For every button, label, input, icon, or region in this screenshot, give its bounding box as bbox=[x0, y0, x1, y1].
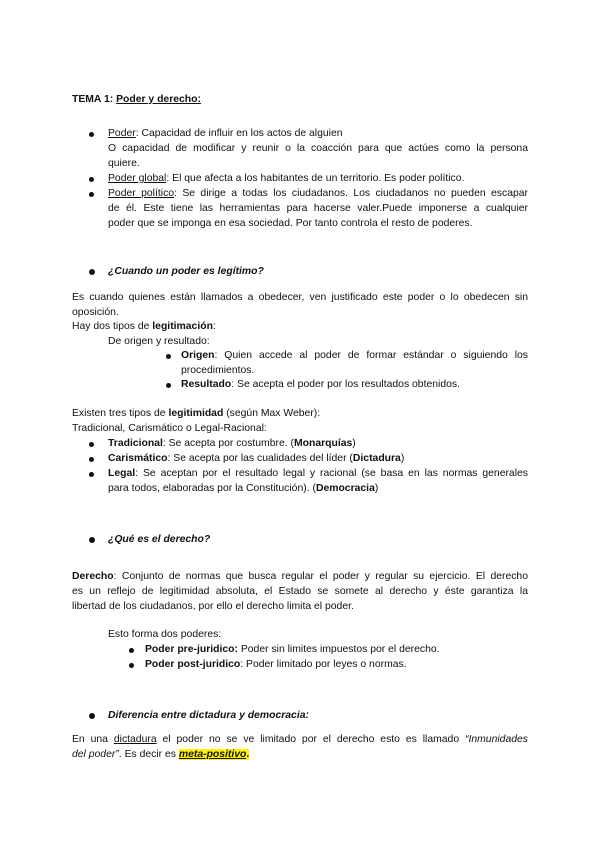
origen-resultado-intro: De origen y resultado: bbox=[108, 336, 210, 347]
page-title-main: Poder y derecho: bbox=[116, 94, 201, 105]
tradicional-definition: Tradicional: Se acepta por costumbre. (Monarquías) bbox=[108, 438, 356, 449]
legitimidad-intro: Existen tres tipos de legitimidad (según Max Weber): bbox=[72, 408, 321, 419]
origen-term: Origen bbox=[181, 350, 215, 361]
poder-politico-line-2: de él. Este tiene las herramientas para hacerse valer.Puede imponerse a cualquier bbox=[108, 203, 528, 214]
legal-line-2: para todos, elaboradas por la Constitución). (Democracia) bbox=[108, 483, 379, 494]
derecho-definition-line-2: es un reflejo de legitimidad absoluta, el Estado se somete al derecho y éste garantiza la bbox=[72, 586, 528, 597]
poder-politico-line-3: poder que se imponga en esa sociedad. Por tanto controla el resto de poderes. bbox=[108, 218, 473, 229]
page-title: TEMA 1: Poder y derecho: bbox=[72, 94, 201, 105]
poder-politico-term: Poder político bbox=[108, 188, 175, 199]
legitimo-paragraph-line-1: Es cuando quienes están llamados a obedecer, ven justificado este poder o lo obedecen sin bbox=[72, 292, 528, 303]
resultado-term: Resultado bbox=[181, 379, 232, 390]
bullet-icon bbox=[89, 132, 94, 137]
heading-legitimo: ¿Cuando un poder es legítimo? bbox=[108, 266, 264, 277]
poder-definition: Poder: Capacidad de influir en los actos de alguien bbox=[108, 128, 343, 139]
legitimo-paragraph-line-2: oposición. bbox=[72, 307, 119, 318]
bullet-icon bbox=[89, 177, 94, 182]
tradicional-term: Tradicional bbox=[108, 438, 163, 449]
poder-global-term: Poder global bbox=[108, 173, 167, 184]
poder-term: Poder bbox=[108, 128, 136, 139]
bullet-icon bbox=[166, 354, 171, 359]
origen-line-2: procedimientos. bbox=[181, 365, 255, 376]
heading-dictadura-democracia: Diferencia entre dictadura y democracia: bbox=[108, 710, 309, 721]
bullet-icon bbox=[89, 713, 95, 719]
carismatico-term: Carismático bbox=[108, 453, 168, 464]
legitimidad-types: Tradicional, Carismático o Legal-Racional: bbox=[72, 423, 267, 434]
dictadura-line-2: del poder”. Es decir es meta-positivo. bbox=[72, 749, 250, 760]
dictadura-line-1: En una dictadura el poder no se ve limitado por el derecho esto es llamado “Inmunidades bbox=[72, 734, 528, 745]
poder-line-2: O capacidad de modificar y reunir o la coacción para que actúes como la persona bbox=[108, 143, 528, 154]
bullet-icon bbox=[89, 442, 94, 447]
pre-juridico-term: Poder pre-juridico: bbox=[145, 644, 238, 655]
derecho-definition-line-1: Derecho: Conjunto de normas que busca regular el poder y regular su ejercicio. El derecho bbox=[72, 571, 528, 582]
poder-line-3: quiere. bbox=[108, 158, 140, 169]
bullet-icon bbox=[89, 457, 94, 462]
post-juridico-term: Poder post-juridico bbox=[145, 659, 241, 670]
resultado-definition: Resultado: Se acepta el poder por los resultados obtenidos. bbox=[181, 379, 460, 390]
poder-global-definition: Poder global: El que afecta a los habitantes de un territorio. Es poder político. bbox=[108, 173, 465, 184]
poder-pre-juridico: Poder pre-juridico: Poder sin limites impuestos por el derecho. bbox=[145, 644, 440, 655]
legitimacion-intro: Hay dos tipos de legitimación: bbox=[72, 321, 216, 332]
derecho-definition-line-3: libertad de los ciudadanos, por ello el derecho limita el poder. bbox=[72, 601, 354, 612]
bullet-icon bbox=[129, 663, 134, 668]
bullet-icon bbox=[89, 472, 94, 477]
dictadura-term: dictadura bbox=[113, 734, 157, 745]
meta-positivo-highlight: meta-positivo bbox=[178, 749, 247, 760]
origen-definition: Origen: Quien accede al poder de formar estándar o siguiendo los bbox=[181, 350, 528, 361]
carismatico-definition: Carismático: Se acepta por las cualidades del líder (Dictadura) bbox=[108, 453, 405, 464]
heading-derecho: ¿Qué es el derecho? bbox=[108, 534, 211, 545]
dos-poderes-intro: Esto forma dos poderes: bbox=[108, 629, 222, 640]
bullet-icon bbox=[89, 192, 94, 197]
bullet-icon bbox=[89, 537, 95, 543]
legal-definition: Legal: Se aceptan por el resultado legal y racional (se basa en las normas generales bbox=[108, 468, 528, 479]
poder-post-juridico: Poder post-juridico: Poder limitado por leyes o normas. bbox=[145, 659, 407, 670]
derecho-term: Derecho bbox=[72, 571, 114, 582]
poder-politico-definition: Poder político: Se dirige a todas los ciudadanos. Los ciudadanos no pueden escapar bbox=[108, 188, 528, 199]
bullet-icon bbox=[166, 383, 171, 388]
bullet-icon bbox=[129, 648, 134, 653]
legal-term: Legal bbox=[108, 468, 136, 479]
bullet-icon bbox=[89, 269, 95, 275]
